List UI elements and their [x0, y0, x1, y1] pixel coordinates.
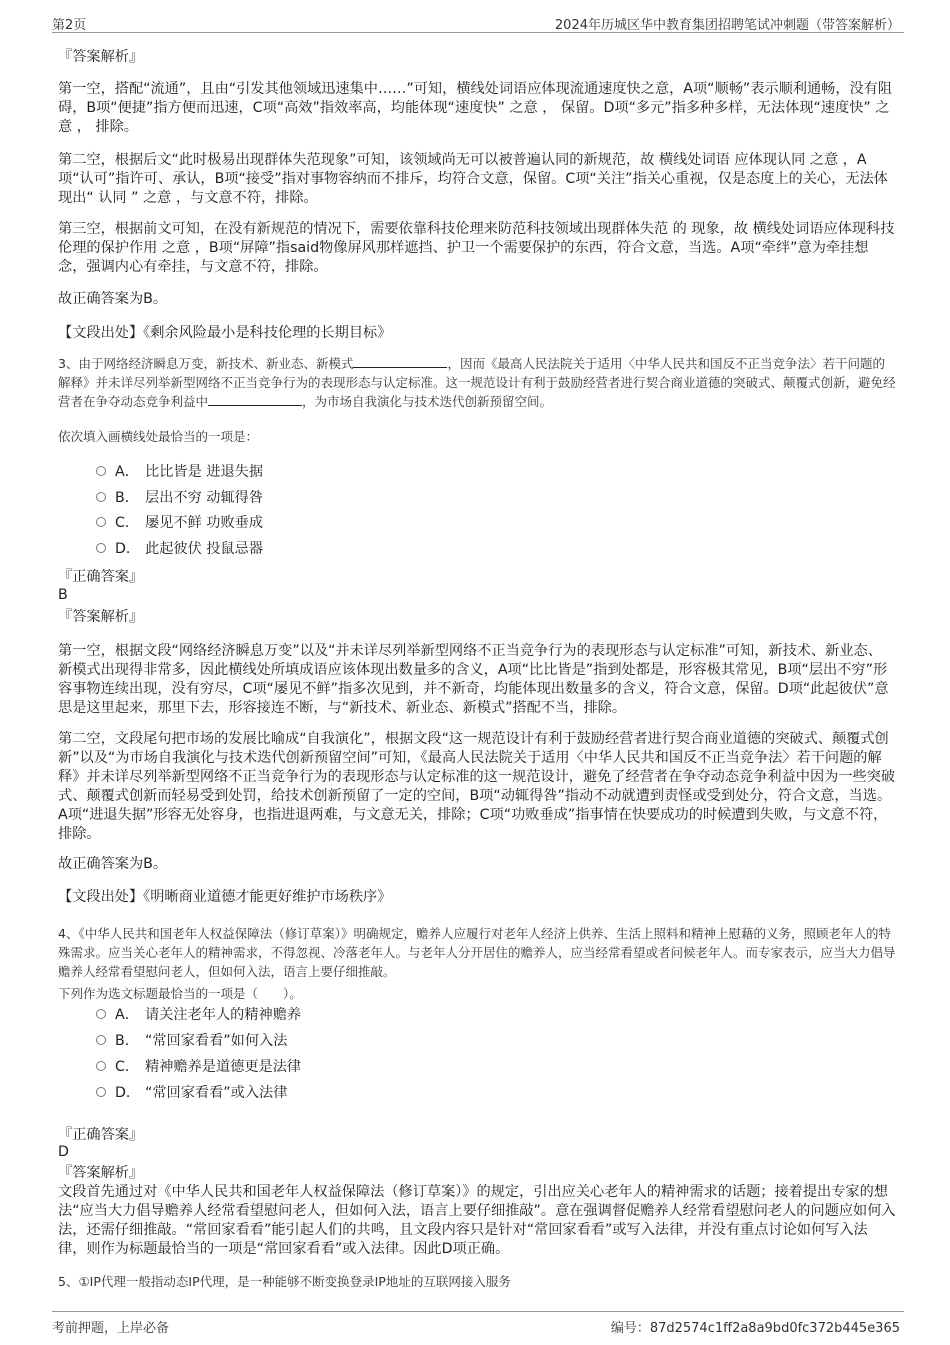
q4-analysis-label: 『答案解析』: [58, 1165, 144, 1181]
q3-analysis-para2: 第二空，文段尾句把市场的发展比喻成“自我演化”，根据文段“这一规范设计有利于鼓励经营者进行契合商业道德的突破式、颠覆式创新”以及“为市场自我演化与技术迭代创新预留空间”可知，《最高人民法院关于适用〈中华人民共和国反不正当竞争法〉若干问题的解释》并未详尽列举新型网络不正当竞争行为的表现形态与认定标准的这一规范设计，避免了经营者在争夺动态竞争利益中因为一些突破式、颠覆式创新而轻易受到处罚，给技术创新预留了一定的空间，B项“动辄得咎”指动不动就遭到责怪或受到处分，符合文意，当选。A项“进退失据”形容无处容身，也指进退两难，与文意无关，排除；C项“功败垂成”指事情在快要成功的时候遭到失败，与文意不符，排除。: [58, 731, 896, 842]
q3-source: 【文段出处】《明晰商业道德才能更好维护市场秩序》: [58, 889, 392, 905]
q2-source: 【文段出处】《剩余风险最小是科技伦理的长期目标》: [58, 325, 392, 341]
document-title: 2024年历城区华中教育集团招聘笔试冲刺题（带答案解析）: [554, 18, 900, 33]
q3-blank-1: [353, 355, 447, 368]
radio-icon[interactable]: [96, 1061, 106, 1071]
q4-prompt: 下列作为选文标题最恰当的一项是（ ）。: [58, 986, 302, 1001]
radio-icon[interactable]: [96, 1087, 106, 1097]
q3-option-c[interactable]: C． 屡见不鲜 功败垂成: [96, 514, 263, 532]
q4-option-b[interactable]: B． “常回家看看”如何入法: [96, 1032, 287, 1050]
page-header: [52, 12, 904, 33]
radio-icon[interactable]: [96, 1009, 106, 1019]
page-number: 第2页: [52, 18, 87, 33]
q4-correct-label: 『正确答案』: [58, 1127, 144, 1143]
q3-prompt: 依次填入画横线处最恰当的一项是：: [58, 429, 259, 444]
q3-stem-part2: ，因而《最高人民法院关于适用〈中华人民共和国反不正当竞争法〉若干问题的解释》并未详尽列举新型网络不正当竞争行为的表现形态与认定标准。这一规范设计有利于鼓励经营者进行契合商业道德的突破式、颠覆式创新，避免经营者在争夺动态竞争利益中: [58, 356, 896, 409]
radio-icon[interactable]: [96, 1035, 106, 1045]
q3-option-b[interactable]: B． 层出不穷 动辄得咎: [96, 489, 263, 507]
radio-icon[interactable]: [96, 466, 106, 476]
q2-conclusion: 故正确答案为B。: [58, 291, 168, 307]
q4-option-d[interactable]: D． “常回家看看”或入法律: [96, 1084, 287, 1102]
page-footer: [52, 1311, 904, 1336]
q3-stem: [58, 354, 896, 411]
q3-correct-label: 『正确答案』: [58, 569, 144, 585]
q4-option-c[interactable]: C． 精神赡养是道德更是法律: [96, 1058, 301, 1076]
q3-stem-part1: 3、由于网络经济瞬息万变，新技术、新业态、新模式: [58, 356, 354, 371]
q4-stem: 4、《中华人民共和国老年人权益保障法（修订草案）》明确规定，赡养人应履行对老年人经济上供养、生活上照料和精神上慰藉的义务，照顾老年人的特殊需求。应当关心老年人的精神需求，不得忽视、冷落老年人。与老年人分开居住的赡养人，应当经常看望或者问候老年人。而专家表示，应当大力倡导赡养人经常看望慰问老人，但如何入法，语言上要仔细推敲。: [58, 926, 896, 979]
q3-conclusion: 故正确答案为B。: [58, 856, 168, 872]
radio-icon[interactable]: [96, 492, 106, 502]
q4-analysis: 文段首先通过对《中华人民共和国老年人权益保障法（修订草案）》的规定，引出应关心老年人的精神需求的话题；接着提出专家的想法“应当大力倡导赡养人经常看望慰问老人，但如何入法，语言上要仔细推敲”。意在强调督促赡养人经常看望慰问老人的问题应如何入法，还需仔细推敲。“常回家看看”能引起人们的共鸣，且文段内容只是针对“常回家看看”或写入法律，并没有重点讨论如何写入法律，则作为标题最恰当的一项是“常回家看看”或入法律。因此D项正确。: [58, 1184, 896, 1257]
q2-analysis-para1: 第一空，搭配“流通”，且由“引发其他领域迅速集中……”可知，横线处词语应体现流通速度快之意，A项“顺畅”表示顺利通畅，没有阻碍，B项“便捷”指方便而迅速，C项“高效”指效率高，均能体现“速度快” 之意 ， 保留。D项“多元”指多种多样，无法体现“速度快” 之意 ， 排除。: [58, 81, 893, 135]
q4-correct-answer: D: [58, 1144, 69, 1160]
footer-slogan: 考前押题，上岸必备: [52, 1321, 170, 1336]
q3-option-a[interactable]: A． 比比皆是 进退失据: [96, 463, 263, 481]
q5-stem: 5、①IP代理一般指动态IP代理，是一种能够不断变换登录IP地址的互联网接入服务: [58, 1274, 511, 1289]
q3-analysis-label: 『答案解析』: [58, 609, 144, 625]
document-code: 编号：87d2574c1ff2a8a9bd0fc372b445e365: [610, 1321, 900, 1336]
radio-icon[interactable]: [96, 543, 106, 553]
q3-analysis-para1: 第一空，根据文段“网络经济瞬息万变”以及“并未详尽列举新型网络不正当竞争行为的表现形态与认定标准”可知，新技术、新业态、新模式出现得非常多，因此横线处所填成语应该体现出数量多的含义，A项“比比皆是”指到处都是，形容极其常见，B项“层出不穷”形容事物连续出现，没有穷尽，C项“屡见不鲜”指多次见到，并不新奇，均能体现出数量多的含义，符合文意，保留。D项“此起彼伏”意思是这里起来，那里下去，形容接连不断，与“新技术、新业态、新模式”搭配不当，排除。: [58, 643, 889, 716]
q2-analysis-para3: 第三空，根据前文可知，在没有新规范的情况下，需要依靠科技伦理来防范科技领域出现群体失范 的 现象，故 横线处词语应体现科技伦理的保护作用 之意 ，B项“屏障”指said物像屏风那样遮挡、护卫一个需要保护的东西，符合文意，当选。A项“牵绊”意为牵挂想念，强调内心有牵挂，与文意不符，排除。: [58, 221, 895, 275]
radio-icon[interactable]: [96, 517, 106, 527]
q2-analysis-para2: 第二空，根据后文“此时极易出现群体失范现象”可知，该领域尚无可以被普遍认同的新规范，故 横线处词语 应体现认同 之意 ，A项“认可”指许可、承认，B项“接受”指对事物容纳而不排斥，均符合文意，保留。C项“关注”指关心重视，仅是态度上的关心，无法体现出“ 认同 ” 之意 ，与文意不符，排除。: [58, 152, 888, 206]
q2-analysis-label: 『答案解析』: [58, 49, 144, 65]
q3-option-d[interactable]: D． 此起彼伏 投鼠忌器: [96, 540, 263, 558]
q4-option-a[interactable]: A． 请关注老年人的精神赡养: [96, 1006, 301, 1024]
q3-blank-2: [208, 393, 302, 406]
q3-stem-part3: ，为市场自我演化与技术迭代创新预留空间。: [302, 394, 553, 409]
q3-correct-answer: B: [58, 587, 68, 603]
